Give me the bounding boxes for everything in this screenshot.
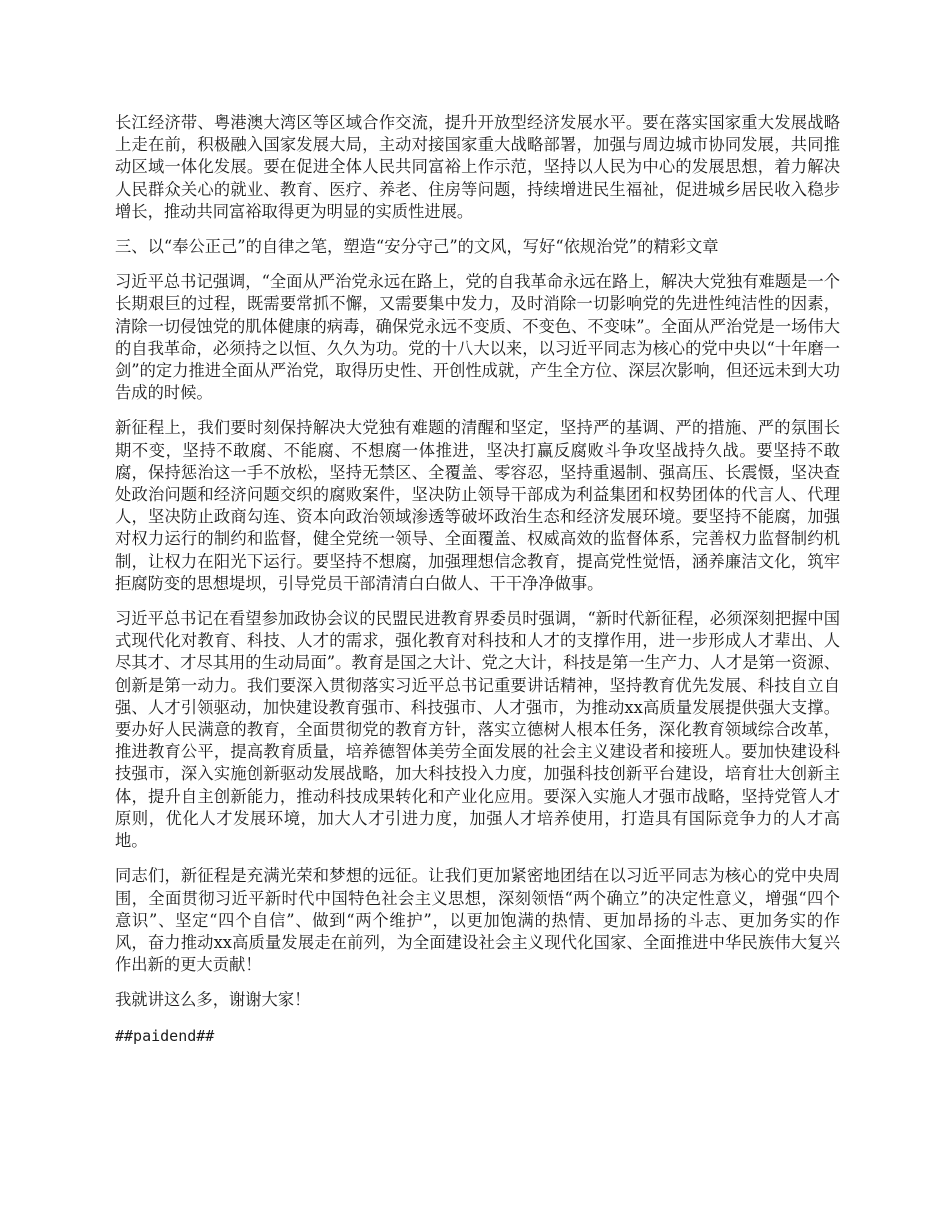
paragraph-party-governance: 习近平总书记强调，“全面从严治党永远在路上，党的自我革命永远在路上，解决大党独有难题是一个长期艰巨的过程，既需要常抓不懈，又需要集中发力，及时消除一切影响党的先进性纯洁性的因素，清除一切侵蚀党的肌体健康的病毒，确保党永远不变质、不变色、不变味”。全面从严治党是一场伟大的自我革命，必须持之以恒、久久为功。党的十八大以来，以习近平同志为核心的党中央以“十年磨一剑”的定力推进全面从严治党，取得历史性、开创性成就，产生全方位、深层次影响，但还远未到大功告成的时候。 [115,272,840,403]
paragraph-anti-corruption: 新征程上，我们要时刻保持解决大党独有难题的清醒和坚定，坚持严的基调、严的措施、严的氛围长期不变，坚持不敢腐、不能腐、不想腐一体推进，坚决打赢反腐败斗争攻坚战持久战。要坚持不敢腐，保持惩治这一手不放松，坚持无禁区、全覆盖、零容忍，坚持重遏制、强高压、长震慑，坚决查处政治问题和经济问题交织的腐败案件，坚决防止领导干部成为利益集团和权势团体的代言人、代理人，坚决防止政商勾连、资本向政治领域渗透等破坏政治生态和经济发展环境。要坚持不能腐，加强对权力运行的制约和监督，健全党统一领导、全面覆盖、权威高效的监督体系，完善权力监督制约机制，让权力在阳光下运行。要坚持不想腐，加强理想信念教育，提高党性觉悟，涵养廉洁文化，筑牢拒腐防变的思想堤坝，引导党员干部清清白白做人、干干净净做事。 [115,418,840,593]
document-page [115,112,840,1047]
paragraph-education-science-talent: 习近平总书记在看望参加政协会议的民盟民进教育界委员时强调，“新时代新征程，必须深刻把握中国式现代化对教育、科技、人才的需求，强化教育对科技和人才的支撑作用，进一步形成人才辈出、人尽其才、才尽其用的生动局面”。教育是国之大计、党之大计，科技是第一生产力、人才是第一资源、创新是第一动力。我们要深入贯彻落实习近平总书记重要讲话精神，坚持教育优先发展、科技自立自强、人才引领驱动，加快建设教育强市、科技强市、人才强市，为推动xx高质量发展提供强大支撑。要办好人民满意的教育，全面贯彻党的教育方针，落实立德树人根本任务，深化教育领域综合改革，推进教育公平，提高教育质量，培养德智体美劳全面发展的社会主义建设者和接班人。要加快建设科技强市，深入实施创新驱动发展战略，加大科技投入力度，加强科技创新平台建设，培育壮大创新主体，提升自主创新能力，推动科技成果转化和产业化应用。要深入实施人才强市战略，坚持党管人才原则，优化人才发展环境，加大人才引进力度，加强人才培养使用，打造具有国际竞争力的人才高地。 [115,609,840,851]
end-marker: ##paidend## [115,1026,215,1045]
paragraph-regional-development: 长江经济带、粤港澳大湾区等区域合作交流，提升开放型经济发展水平。要在落实国家重大发展战略上走在前，积极融入国家发展大局，主动对接国家重大战略部署，加强与周边城市协同发展，共同推动区域一体化发展。要在促进全体人民共同富裕上作示范，坚持以人民为中心的发展思想，着力解决人民群众关心的就业、教育、医疗、养老、住房等问题，持续增进民生福祉，促进城乡居民收入稳步增长，推动共同富裕取得更为明显的实质性进展。 [115,113,840,221]
section-heading-three: 三、以“奉公正己”的自律之笔，塑造“安分守己”的文风，写好“依规治党”的精彩文章 [115,237,719,257]
paragraph-thanks: 我就讲这么多，谢谢大家！ [115,990,311,1010]
paragraph-closing-call: 同志们，新征程是充满光荣和梦想的远征。让我们更加紧密地团结在以习近平同志为核心的党中央周围，全面贯彻习近平新时代中国特色社会主义思想，深刻领悟“两个确立”的决定性意义，增强“四个意识”、坚定“四个自信”、做到“两个维护”，以更加饱满的热情、更加昂扬的斗志、更加务实的作风，奋力推动xx高质量发展走在前列，为全面建设社会主义现代化国家、全面推进中华民族伟大复兴作出新的更大贡献！ [115,866,840,975]
